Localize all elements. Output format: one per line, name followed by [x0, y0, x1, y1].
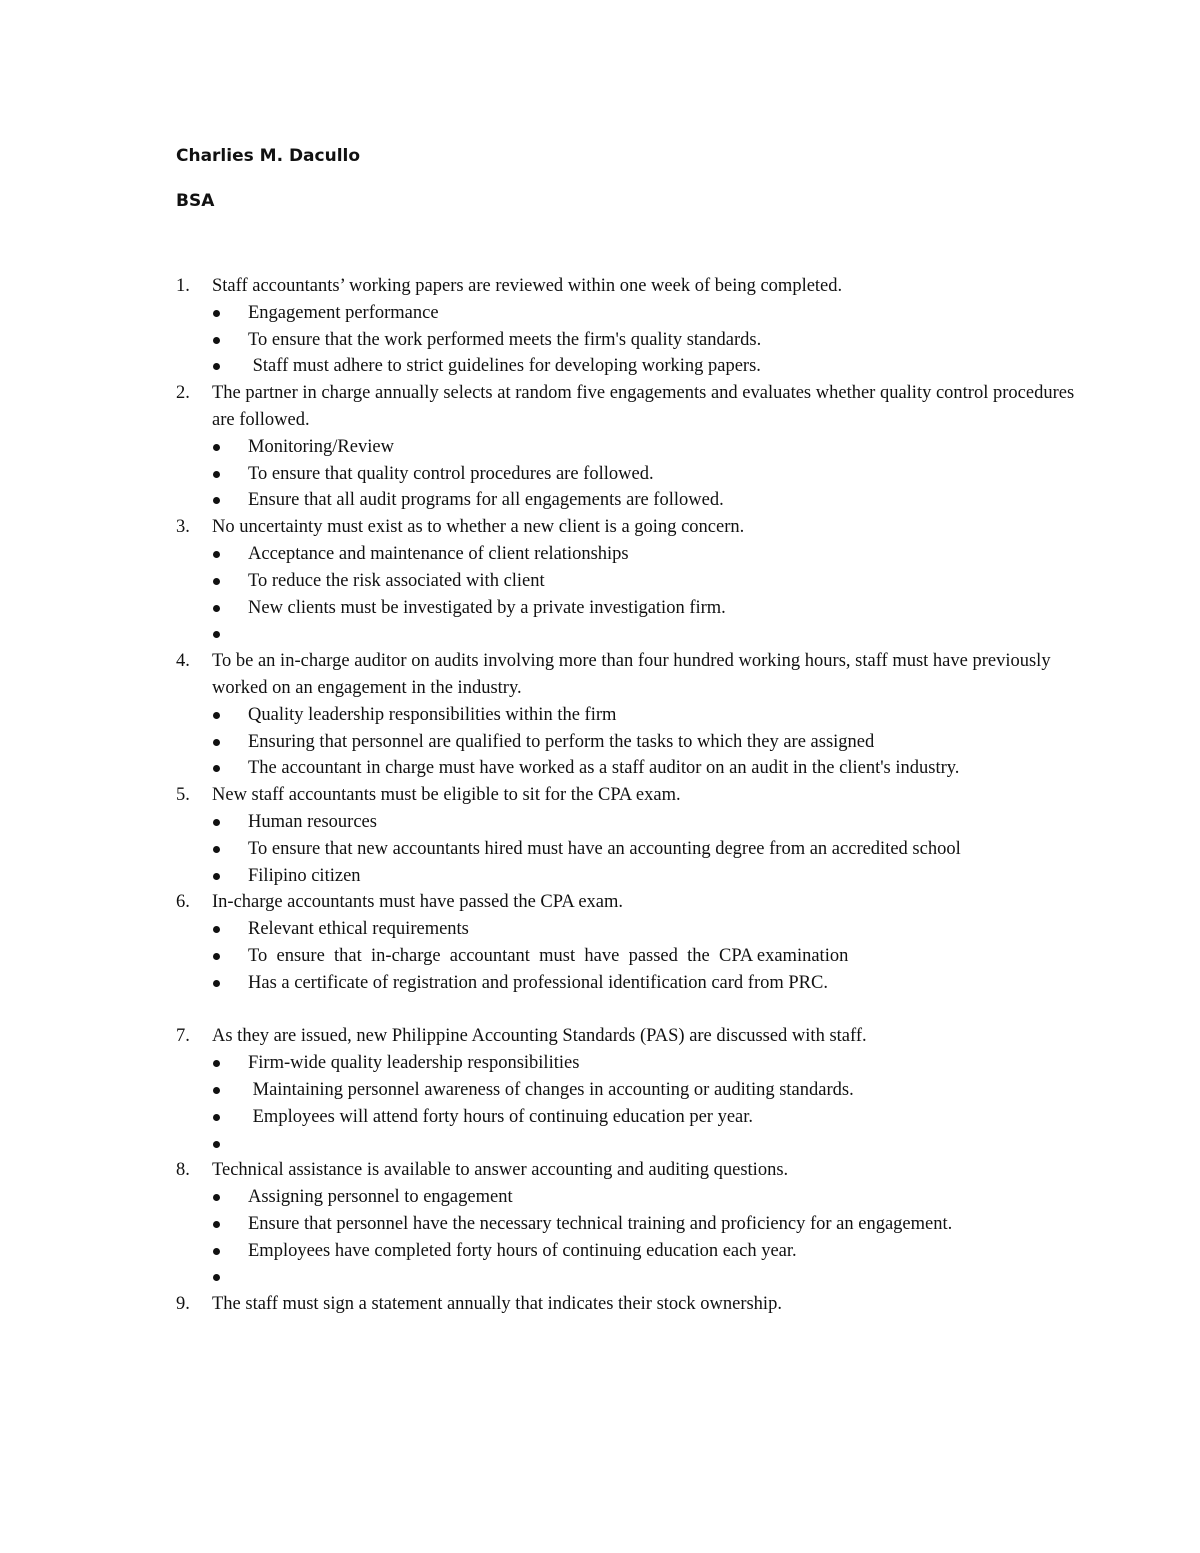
bullet-point: [176, 300, 1076, 327]
bullet-text: [248, 1131, 1076, 1158]
item-number: 8.: [176, 1160, 190, 1181]
bullet-point: [176, 353, 1076, 380]
item-number: 3.: [176, 517, 190, 538]
bullet-point: [176, 836, 1076, 863]
item-number: 1.: [176, 276, 190, 296]
list-item: [176, 380, 1076, 514]
bullet-point: [176, 970, 1076, 997]
item-number: 6.: [176, 892, 190, 913]
list-item: [176, 782, 1076, 889]
bullet-point: [176, 809, 1076, 836]
bullet-text: Filipino citizen: [248, 865, 361, 886]
bullet-text: Human resources: [248, 811, 377, 832]
list-item: [176, 648, 1076, 782]
bullet-point: [176, 702, 1076, 729]
author-name: Charlies M. Dacullo: [176, 146, 361, 166]
list-item: [176, 273, 1076, 380]
bullet-text: Engagement performance: [248, 302, 439, 323]
item-text: The staff must sign a statement annually that indicates their stock ownership.: [212, 1294, 782, 1315]
bullet-point: [176, 1238, 1076, 1265]
item-number: 7.: [176, 1026, 190, 1047]
bullet-point: [176, 621, 1076, 648]
item-number: 9.: [176, 1294, 190, 1315]
bullet-point: [176, 1104, 1076, 1131]
item-text: As they are issued, new Philippine Accounting Standards (PAS) are discussed with staff.: [212, 1026, 867, 1047]
bullet-point: [176, 541, 1076, 568]
bullet-text: To ensure that in-charge accountant must have passed the CPA examination: [248, 945, 849, 966]
item-number: 2.: [176, 383, 190, 404]
numbered-list: [176, 273, 1076, 1318]
bullet-point: [176, 327, 1076, 354]
bullet-point: [176, 487, 1076, 514]
bullet-point: [176, 916, 1076, 943]
list-item: [176, 514, 1076, 648]
bullet-text: Ensure that personnel have the necessary technical training and proficiency for an engagement.: [248, 1213, 953, 1234]
bullet-text: Employees have completed forty hours of continuing education each year.: [248, 1240, 797, 1261]
bullet-point: [176, 943, 1076, 970]
item-text: No uncertainty must exist as to whether a new client is a going concern.: [212, 517, 745, 538]
bullet-text: Acceptance and maintenance of client relationships: [248, 543, 629, 564]
item-text: The partner in charge annually selects at random five engagements and evaluates whether quality control procedures are followed.: [212, 383, 1075, 430]
bullet-text: Employees will attend forty hours of continuing education per year.: [248, 1106, 754, 1127]
list-item: [176, 1023, 1076, 1157]
bullet-text: Maintaining personnel awareness of changes in accounting or auditing standards.: [248, 1079, 854, 1100]
bullet-text: To reduce the risk associated with client: [248, 570, 545, 591]
item-text: New staff accountants must be eligible to sit for the CPA exam.: [212, 785, 681, 806]
bullet-point: [176, 461, 1076, 488]
bullet-text: Assigning personnel to engagement: [248, 1187, 513, 1208]
bullet-point: [176, 1131, 1076, 1158]
bullet-point: [176, 595, 1076, 622]
item-number: 5.: [176, 785, 190, 806]
bullet-text: To ensure that new accountants hired must have an accounting degree from an accredited school: [248, 838, 961, 859]
bullet-point: [176, 434, 1076, 461]
bullet-point: [176, 1184, 1076, 1211]
bullet-point: [176, 863, 1076, 890]
list-item: [176, 889, 1076, 1023]
item-text: In-charge accountants must have passed the CPA exam.: [212, 892, 624, 913]
item-text: Technical assistance is available to answer accounting and auditing questions.: [212, 1160, 789, 1181]
bullet-text: The accountant in charge must have worked as a staff auditor on an audit in the client's industry.: [248, 758, 960, 779]
bullet-text: [248, 1264, 1076, 1291]
bullet-text: Relevant ethical requirements: [248, 919, 469, 940]
bullet-point: [176, 1077, 1076, 1104]
bullet-text: To ensure that the work performed meets the firm's quality standards.: [248, 329, 762, 350]
bullet-text: Has a certificate of registration and professional identification card from PRC.: [248, 972, 828, 993]
bullet-text: To ensure that quality control procedures are followed.: [248, 463, 654, 484]
item-text: Staff accountants’ working papers are reviewed within one week of being completed.: [212, 276, 843, 296]
item-number: 4.: [176, 651, 190, 672]
bullet-text: New clients must be investigated by a private investigation firm.: [248, 597, 726, 618]
bullet-text: Ensuring that personnel are qualified to perform the tasks to which they are assigned: [248, 731, 875, 752]
bullet-text: [248, 621, 1076, 648]
program-label: BSA: [176, 191, 215, 211]
bullet-point: [176, 1050, 1076, 1077]
blank-line: [176, 997, 1076, 1024]
bullet-point: [176, 1211, 1076, 1238]
bullet-text: Firm-wide quality leadership responsibilities: [248, 1053, 580, 1074]
bullet-text: Monitoring/Review: [248, 436, 394, 457]
bullet-point: [176, 729, 1076, 756]
bullet-point: [176, 755, 1076, 782]
bullet-text: Staff must adhere to strict guidelines for developing working papers.: [248, 356, 761, 377]
list-item: [176, 1291, 1076, 1318]
bullet-point: [176, 1264, 1076, 1291]
list-item: [176, 1157, 1076, 1291]
bullet-text: Quality leadership responsibilities within the firm: [248, 704, 617, 725]
bullet-point: [176, 568, 1076, 595]
item-text: To be an in-charge auditor on audits involving more than four hundred working hours, staff must have previously worked on an engagement in the industry.: [212, 651, 1051, 698]
bullet-text: Ensure that all audit programs for all engagements are followed.: [248, 490, 724, 511]
